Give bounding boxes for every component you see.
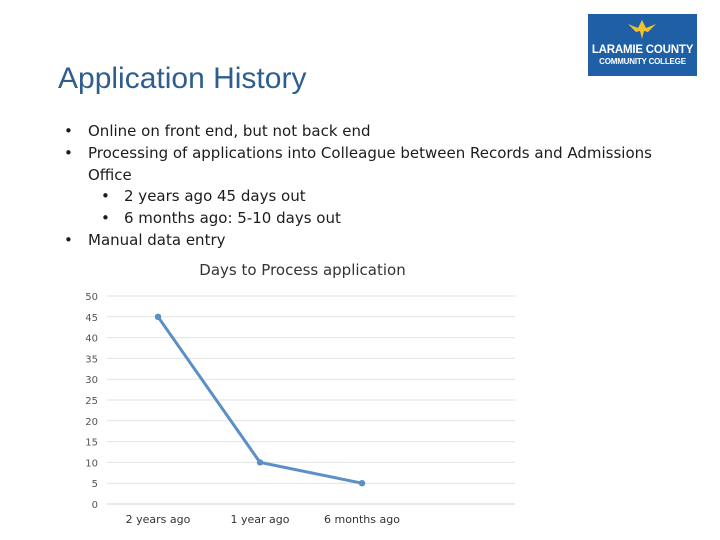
x-tick-label: 6 months ago bbox=[324, 513, 400, 526]
bullet-list bbox=[0, 121, 720, 252]
line-chart bbox=[0, 255, 720, 540]
y-tick-label: 25 bbox=[85, 396, 98, 407]
y-tick-label: 5 bbox=[91, 479, 98, 491]
y-tick-label: 10 bbox=[85, 458, 98, 470]
bullet-text: Manual data entry bbox=[88, 230, 226, 249]
sub-bullet-item bbox=[0, 186, 720, 208]
bullet-item bbox=[0, 143, 720, 165]
bullet-dot: • bbox=[64, 122, 73, 140]
logo-line-1: LARAMIE COUNTY bbox=[591, 43, 694, 56]
slide-title: Application History bbox=[58, 62, 307, 95]
bullet-dot: • bbox=[101, 187, 110, 206]
bullet-dot: • bbox=[101, 209, 110, 228]
bullet-text: Online on front end, but not back end bbox=[88, 122, 371, 140]
bullet-item bbox=[0, 230, 720, 252]
chart-canvas bbox=[0, 255, 720, 540]
logo-line-2: COMMUNITY COLLEGE bbox=[599, 57, 686, 66]
data-point bbox=[155, 314, 161, 320]
chart-title: Days to Process application bbox=[199, 261, 406, 279]
bullet-text: 2 years ago 45 days out bbox=[124, 187, 306, 206]
sub-bullet-item bbox=[0, 208, 720, 230]
data-point bbox=[359, 480, 365, 486]
bullet-dot: • bbox=[64, 143, 73, 162]
college-logo bbox=[588, 14, 697, 76]
bullet-item-continuation bbox=[0, 165, 720, 187]
y-tick-label: 0 bbox=[91, 500, 98, 511]
y-tick-label: 15 bbox=[85, 437, 98, 449]
x-tick-label: 1 year ago bbox=[230, 513, 290, 526]
y-tick-label: 45 bbox=[85, 312, 98, 324]
eagle-icon bbox=[626, 18, 658, 40]
y-tick-label: 35 bbox=[85, 354, 98, 366]
bullet-text: Office bbox=[88, 165, 132, 184]
y-tick-label: 50 bbox=[85, 292, 98, 303]
y-tick-label: 20 bbox=[85, 416, 98, 428]
bullet-dot: • bbox=[64, 230, 73, 249]
y-tick-label: 30 bbox=[85, 375, 98, 387]
data-point bbox=[257, 459, 263, 465]
y-tick-label: 40 bbox=[85, 333, 98, 345]
bullet-text: Processing of applications into Colleague between Records and Admissions bbox=[88, 143, 652, 162]
bullet-text: 6 months ago: 5-10 days out bbox=[124, 209, 341, 228]
x-tick-label: 2 years ago bbox=[125, 513, 191, 526]
bullet-item bbox=[0, 121, 720, 143]
